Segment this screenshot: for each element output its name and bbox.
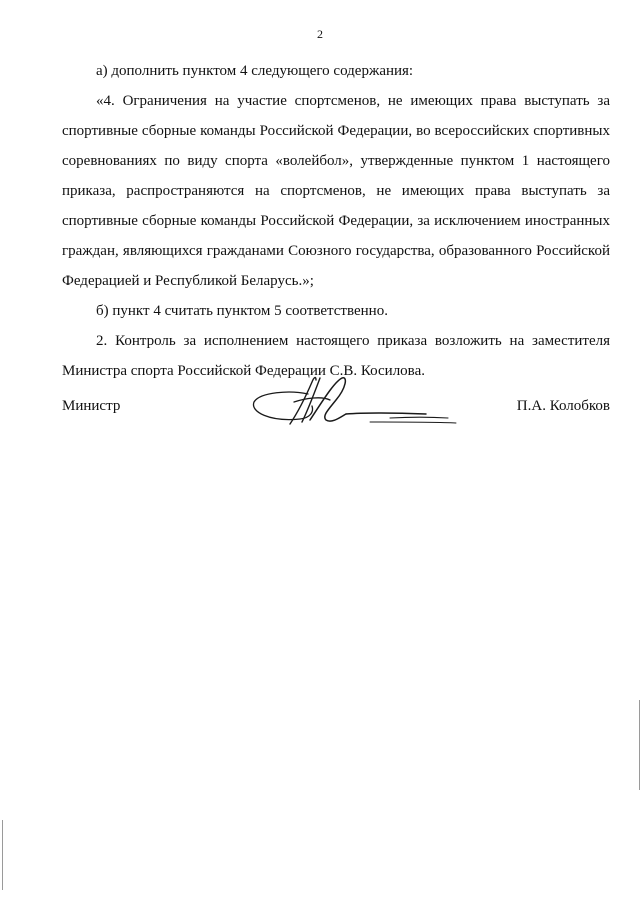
paragraph-point-4: «4. Ограничения на участие спортсменов, не имеющих права выступать за спортивные сборные команды Российской Федерации, во всероссийских спортивных соревнованиях по виду спорта «волейбол», утвержденные пунктом 1 настоящего приказа, распространяются на спортсменов, не имеющих права выступать за спортивные сборные команды Российской Федерации, за исключением иностранных граждан, являющихся гражданами Союзного государства, образованного Российской Федерацией и Республикой Беларусь.»; (62, 93, 610, 289)
paragraph-amendment-b: б) пункт 4 считать пунктом 5 соответственно. (96, 303, 388, 319)
document-body (62, 56, 610, 386)
page-number: 2 (317, 27, 323, 41)
signatory-name: П.А. Колобков (516, 398, 610, 414)
signatory-title: Министр (62, 398, 121, 414)
handwritten-signature (250, 372, 460, 442)
scan-edge-mark (2, 820, 3, 890)
paragraph-control: 2. Контроль за исполнением настоящего приказа возложить на заместителя Министра спорта Российской Федерации С.В. Косилова. (62, 333, 610, 379)
paragraph-amendment-a: а) дополнить пунктом 4 следующего содержания: (96, 63, 414, 79)
signature-block (62, 372, 610, 462)
